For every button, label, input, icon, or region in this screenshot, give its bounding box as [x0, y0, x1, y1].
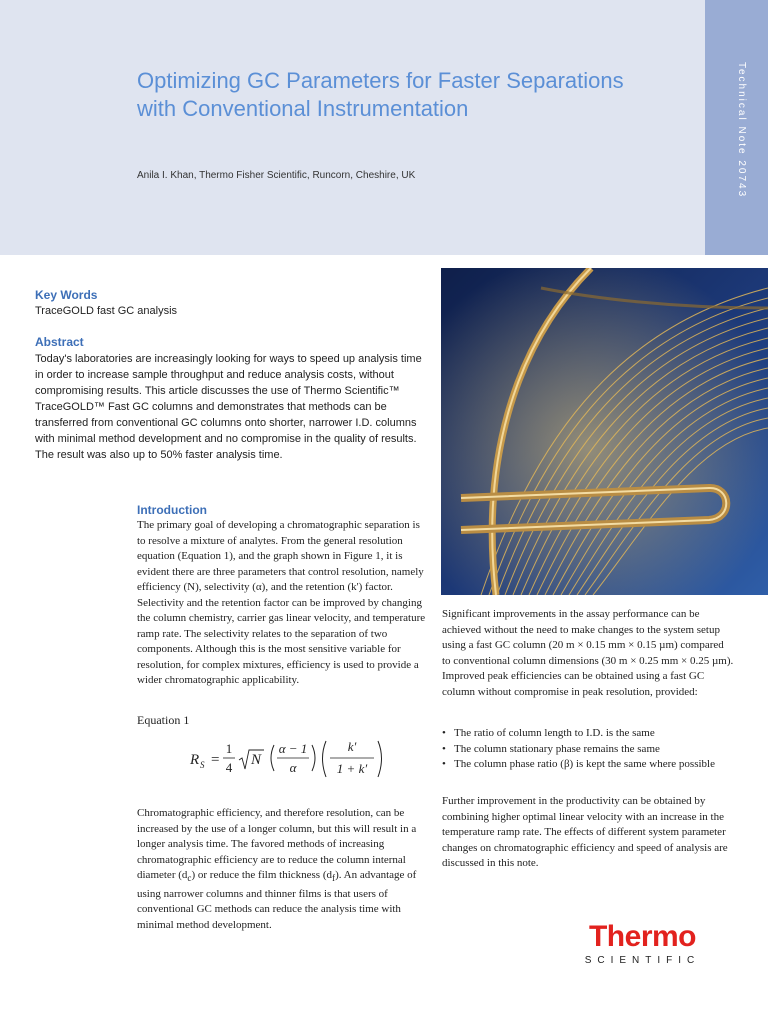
- right-paragraph-2: Further improvement in the productivity can be obtained by combining higher optimal linear velocity with an increase in the temperature ramp rate. The effects of different system parameter changes on chromatographic efficiency and speed of analysis are discussed in this note.: [442, 795, 728, 869]
- introduction-heading: Introduction: [137, 503, 207, 517]
- eq-lhs: R: [190, 752, 200, 768]
- technical-note-label: Technical Note 20743: [736, 62, 747, 199]
- eq-frac1-den: 4: [225, 760, 233, 775]
- eq-frac3-den: 1 + k′: [336, 761, 368, 776]
- eq-equals: =: [211, 752, 220, 768]
- conditions-list: [442, 726, 734, 773]
- introduction-paragraph: The primary goal of developing a chromatographic separation is to resolve a mixture of analytes. From the general resolution equation (Equation 1), and the graph shown in Figure 1, it is evident there are three parameters that control resolution, namely efficiency (N), selectivity (α), and the retention (k') factor. Selectivity and the retention factor can be improved by changing the column chemistry, carrier gas linear velocity, and temperature ramp rate. The selectivity relates to the separation of two components. Although this is the most sensitive variable for resolution, for complex mixtures, efficiency is used to provide a wider chromatographic applicability.: [137, 519, 426, 686]
- thermo-scientific-logo: [570, 920, 715, 968]
- author-line: Anila I. Khan, Thermo Fisher Scientific, Runcorn, Cheshire, UK: [137, 170, 416, 181]
- eq-frac2-num: α − 1: [278, 741, 308, 756]
- list-item: • The ratio of column length to I.D. is the same: [442, 726, 734, 742]
- equation-label: Equation 1: [137, 713, 190, 727]
- gc-column-photo: [441, 268, 768, 595]
- abstract-heading: Abstract: [35, 335, 84, 349]
- keywords-text: TraceGOLD fast GC analysis: [35, 305, 178, 317]
- header-banner: [0, 0, 705, 255]
- right-paragraph-1: Significant improvements in the assay performance can be achieved without the need to make changes to the system setup using a fast GC column (20 m × 0.15 mm × 0.15 µm) compared to conventional column dimensions (30 m × 0.25 mm × 0.25 µm). Improved peak efficiencies can be obtained using a fast GC column without compromise in peak resolution, provided:: [442, 608, 734, 698]
- resolution-equation: [180, 733, 410, 785]
- eq-sqrt-var: N: [251, 752, 262, 768]
- efficiency-paragraph: Chromatographic efficiency, and therefore resolution, can be increased by the use of a longer column, but this will result in a longer analysis time. The favored methods of increasing chromatographic efficiency are to reduce the column internal diameter $(d_c)$ or reduce the film thickness $(d_f)$. An advantage of using narrower columns and thinner films is that users of conventional GC methods can reduce the analysis time with minimal method development.: [137, 807, 417, 931]
- list-item: • The column stationary phase remains the same: [442, 742, 734, 758]
- keywords-heading: Key Words: [35, 288, 98, 302]
- eq-frac3-num: k′: [347, 739, 357, 754]
- eq-frac1-num: 1: [225, 741, 233, 756]
- eq-frac2-den: α: [289, 760, 297, 775]
- logo-wordmark: Thermo: [588, 920, 696, 953]
- list-item: • The column phase ratio (β) is kept the same where possible: [442, 757, 734, 773]
- logo-subtitle: SCIENTIFIC: [584, 955, 701, 966]
- eq-lhs-sub: S: [200, 760, 205, 770]
- page-title: Optimizing GC Parameters for Faster Separations with Conventional Instrumentation: [137, 68, 624, 121]
- abstract-text: Today's laboratories are increasingly looking for ways to speed up analysis time in order to increase sample throughput and reduce analysis costs, without compromising results. This article discusses the use of Thermo Scientific™ TraceGOLD™ Fast GC columns and demonstrates that methods can be transferred from conventional GC columns onto shorter, narrower I.D. columns with minimal method development and no compromise in the quality of results. The result was also up to 50% faster analysis time.: [35, 353, 422, 461]
